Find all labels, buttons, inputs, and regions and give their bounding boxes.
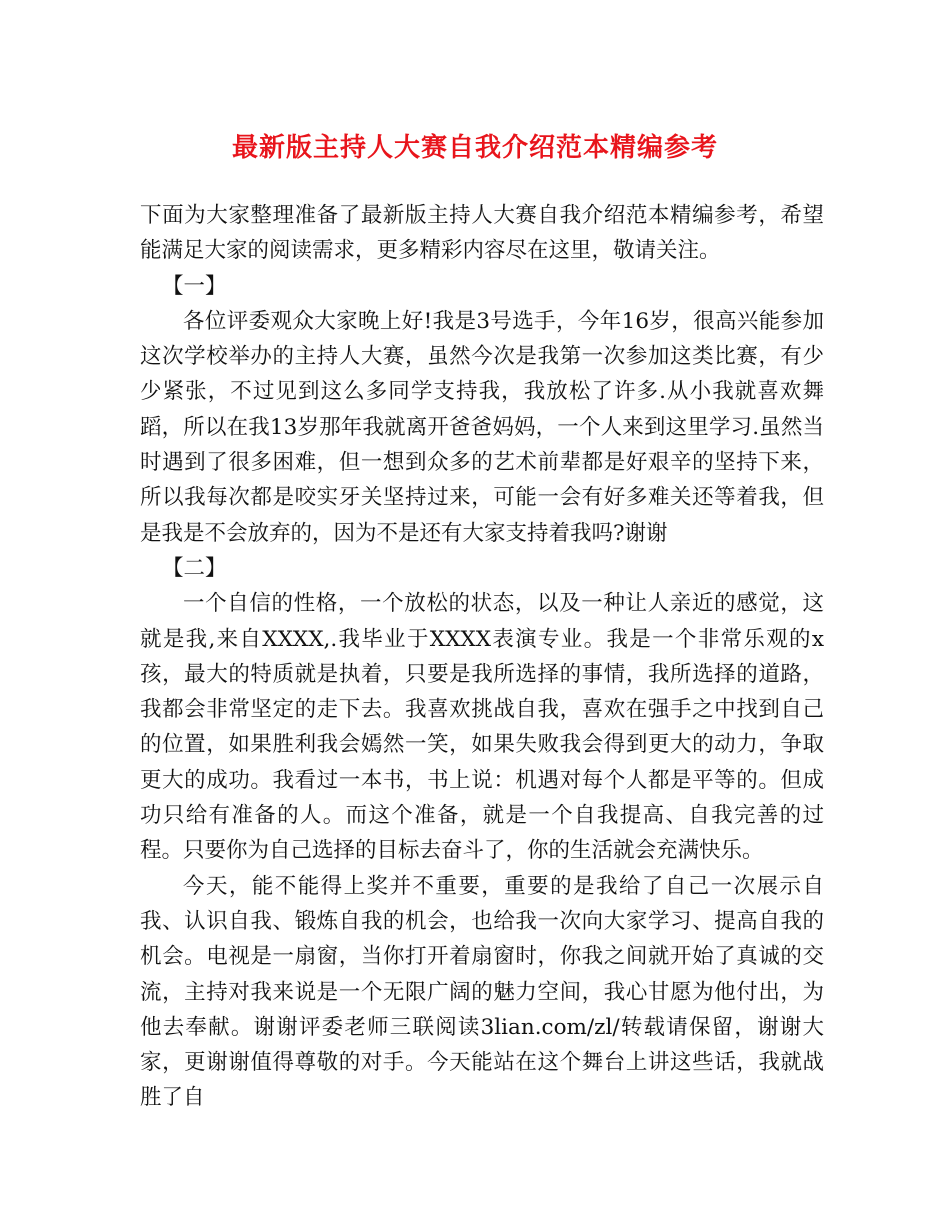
section-2-heading: 【二】 [162,555,227,581]
document-body [140,198,824,1116]
section-2-paragraph-1: 一个自信的性格，一个放松的状态，以及一种让人亲近的感觉，这就是我,来自XXXX,.我毕业于XXXX表演专业。我是一个非常乐观的x孩，最大的特质就是执着，只要是我所选择的事情，我所选择的道路，我都会非常坚定的走下去。我喜欢挑战自我，喜欢在强手之中找到自己的位置，如果胜利我会嫣然一笑，如果失败我会得到更大的动力，争取更大的成功。我看过一本书，书上说：机遇对每个人都是平等的。但成功只给有准备的人。而这个准备，就是一个自我提高、自我完善的过程。只要你为自己选择的目标去奋斗了，你的生活就会充满快乐。 [140,591,824,864]
section-1-heading: 【一】 [162,273,227,299]
document-title: 最新版主持人大赛自我介绍范本精编参考 [231,133,718,163]
section-1-paragraph: 各位评委观众大家晚上好!我是3号选手，今年16岁，很高兴能参加这次学校举办的主持人大赛，虽然今次是我第一次参加这类比赛，有少少紧张，不过见到这么多同学支持我，我放松了许多.从小我就喜欢舞蹈，所以在我13岁那年我就离开爸爸妈妈，一个人来到这里学习.虽然当时遇到了很多困难，但一想到众多的艺术前辈都是好艰辛的坚持下来，所以我每次都是咬实牙关坚持过来，可能一会有好多难关还等着我，但是我是不会放弃的，因为不是还有大家支持着我吗?谢谢 [140,308,824,546]
section-2-paragraph-2: 今天，能不能得上奖并不重要，重要的是我给了自己一次展示自我、认识自我、锻炼自我的机会，也给我一次向大家学习、提高自我的机会。电视是一扇窗，当你打开着扇窗时，你我之间就开始了真诚的交流，主持对我来说是一个无限广阔的魅力空间，我心甘愿为他付出，为他去奉献。谢谢评委老师三联阅读3lian.com/zl/转载请保留，谢谢大家，更谢谢值得尊敬的对手。今天能站在这个舞台上讲这些话，我就战胜了自 [140,873,824,1111]
intro-paragraph: 下面为大家整理准备了最新版主持人大赛自我介绍范本精编参考，希望能满足大家的阅读需求，更多精彩内容尽在这里，敬请关注。 [140,203,824,264]
